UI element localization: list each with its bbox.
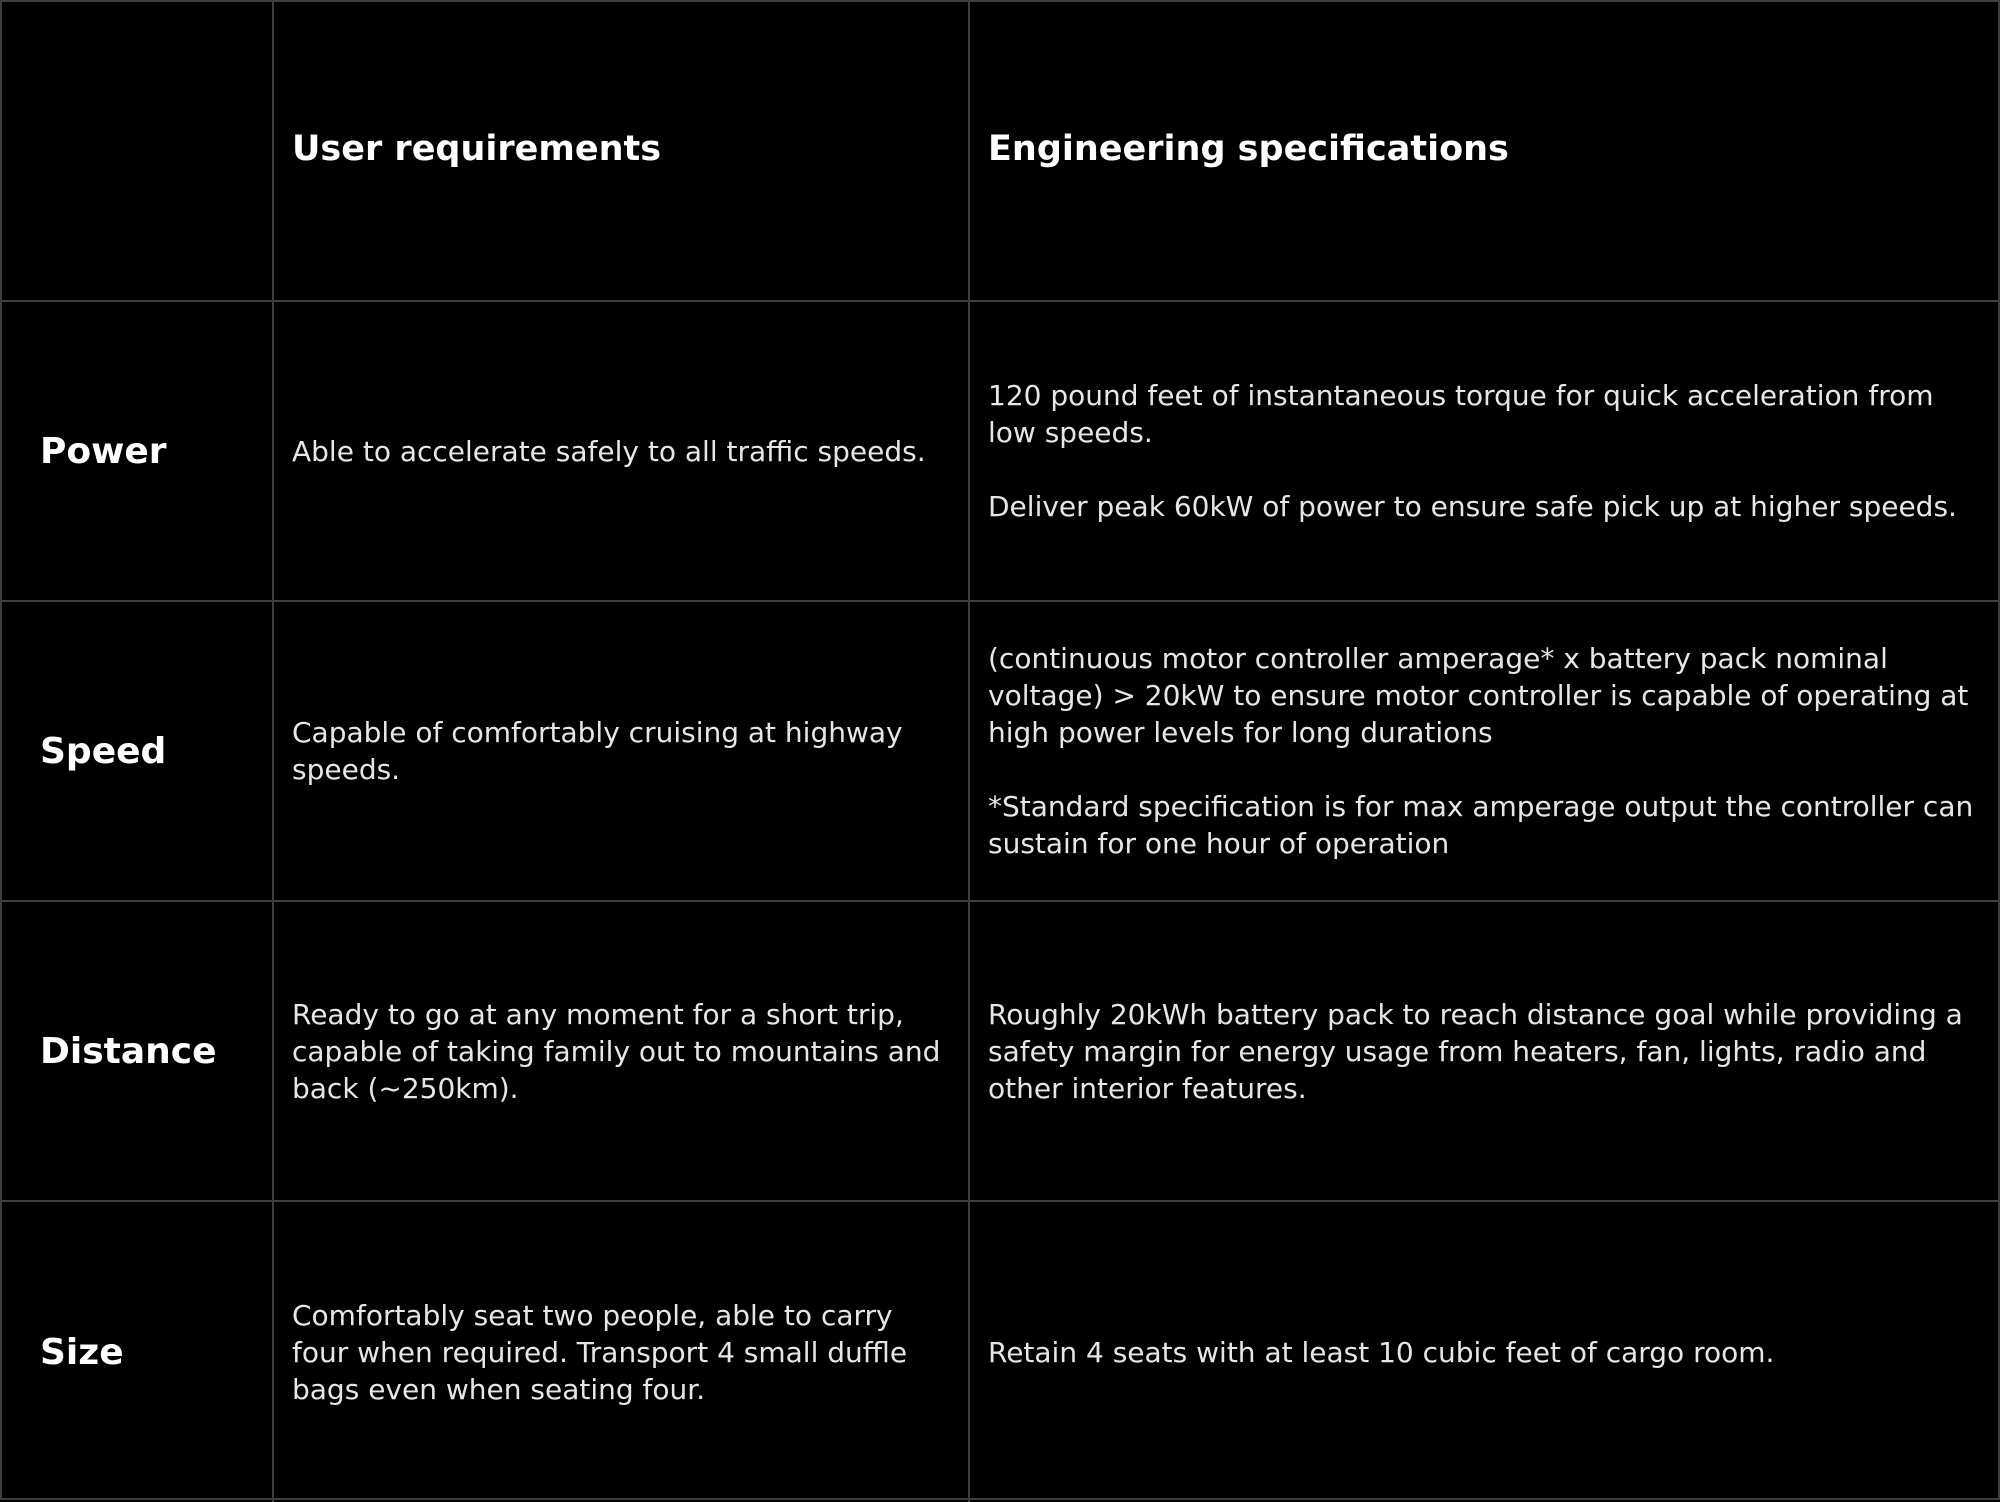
engineering-spec-distance [970, 996, 2000, 1107]
row-label-cell-power [2, 302, 274, 602]
engineering-spec-paragraph: *Standard specification is for max amperage output the controller can sustain for one hour of operation [988, 790, 1974, 860]
engineering-spec-cell-power [970, 302, 2000, 602]
user-requirement-text: Comfortably seat two people, able to carry four when required. Transport 4 small duffle bags even when seating four. [292, 1298, 908, 1406]
row-label-cell-size [2, 1202, 274, 1502]
header-corner-cell [2, 2, 274, 302]
user-requirement-cell-power [274, 302, 970, 602]
header-user-requirements-cell [274, 2, 970, 302]
user-requirement-text: Capable of comfortably cruising at highway speeds. [292, 716, 903, 786]
engineering-spec-power [970, 377, 2000, 525]
engineering-spec-speed [970, 640, 2000, 862]
engineering-spec-paragraph: (continuous motor controller amperage* x battery pack nominal voltage) > 20kW to ensure motor controller is capable of operating at high power levels for long durations [988, 642, 1969, 749]
row-label-size: Size [40, 1331, 124, 1373]
user-requirement-distance [274, 996, 968, 1107]
row-label-distance: Distance [40, 1030, 217, 1072]
header-engineering-specifications: Engineering specifications [988, 129, 1509, 169]
user-requirement-speed [274, 714, 968, 788]
user-requirement-cell-size [274, 1202, 970, 1502]
header-engineering-specifications-cell [970, 2, 2000, 302]
row-label-cell-speed [2, 602, 274, 902]
user-requirement-text: Able to accelerate safely to all traffic speeds. [292, 434, 926, 468]
user-requirement-cell-speed [274, 602, 970, 902]
user-requirement-cell-distance [274, 902, 970, 1202]
user-requirement-size [274, 1297, 968, 1408]
row-label-power: Power [40, 430, 167, 472]
user-requirement-text: Ready to go at any moment for a short trip, capable of taking family out to mountains and back (~250km). [292, 997, 941, 1105]
row-label-speed: Speed [40, 730, 167, 772]
engineering-spec-paragraph: 120 pound feet of instantaneous torque for quick acceleration from low speeds. [988, 379, 1934, 449]
engineering-spec-cell-speed [970, 602, 2000, 902]
engineering-spec-paragraph: Deliver peak 60kW of power to ensure safe pick up at higher speeds. [988, 490, 1957, 523]
engineering-spec-paragraph: Roughly 20kWh battery pack to reach distance goal while providing a safety margin for energy usage from heaters, fan, lights, radio and other interior features. [988, 997, 1963, 1105]
user-requirement-power [274, 433, 950, 470]
engineering-spec-cell-size [970, 1202, 2000, 1502]
header-user-requirements: User requirements [292, 129, 662, 169]
row-label-cell-distance [2, 902, 274, 1202]
engineering-spec-paragraph: Retain 4 seats with at least 10 cubic feet of cargo room. [988, 1335, 1775, 1369]
engineering-spec-size [970, 1334, 1798, 1371]
engineering-spec-cell-distance [970, 902, 2000, 1202]
